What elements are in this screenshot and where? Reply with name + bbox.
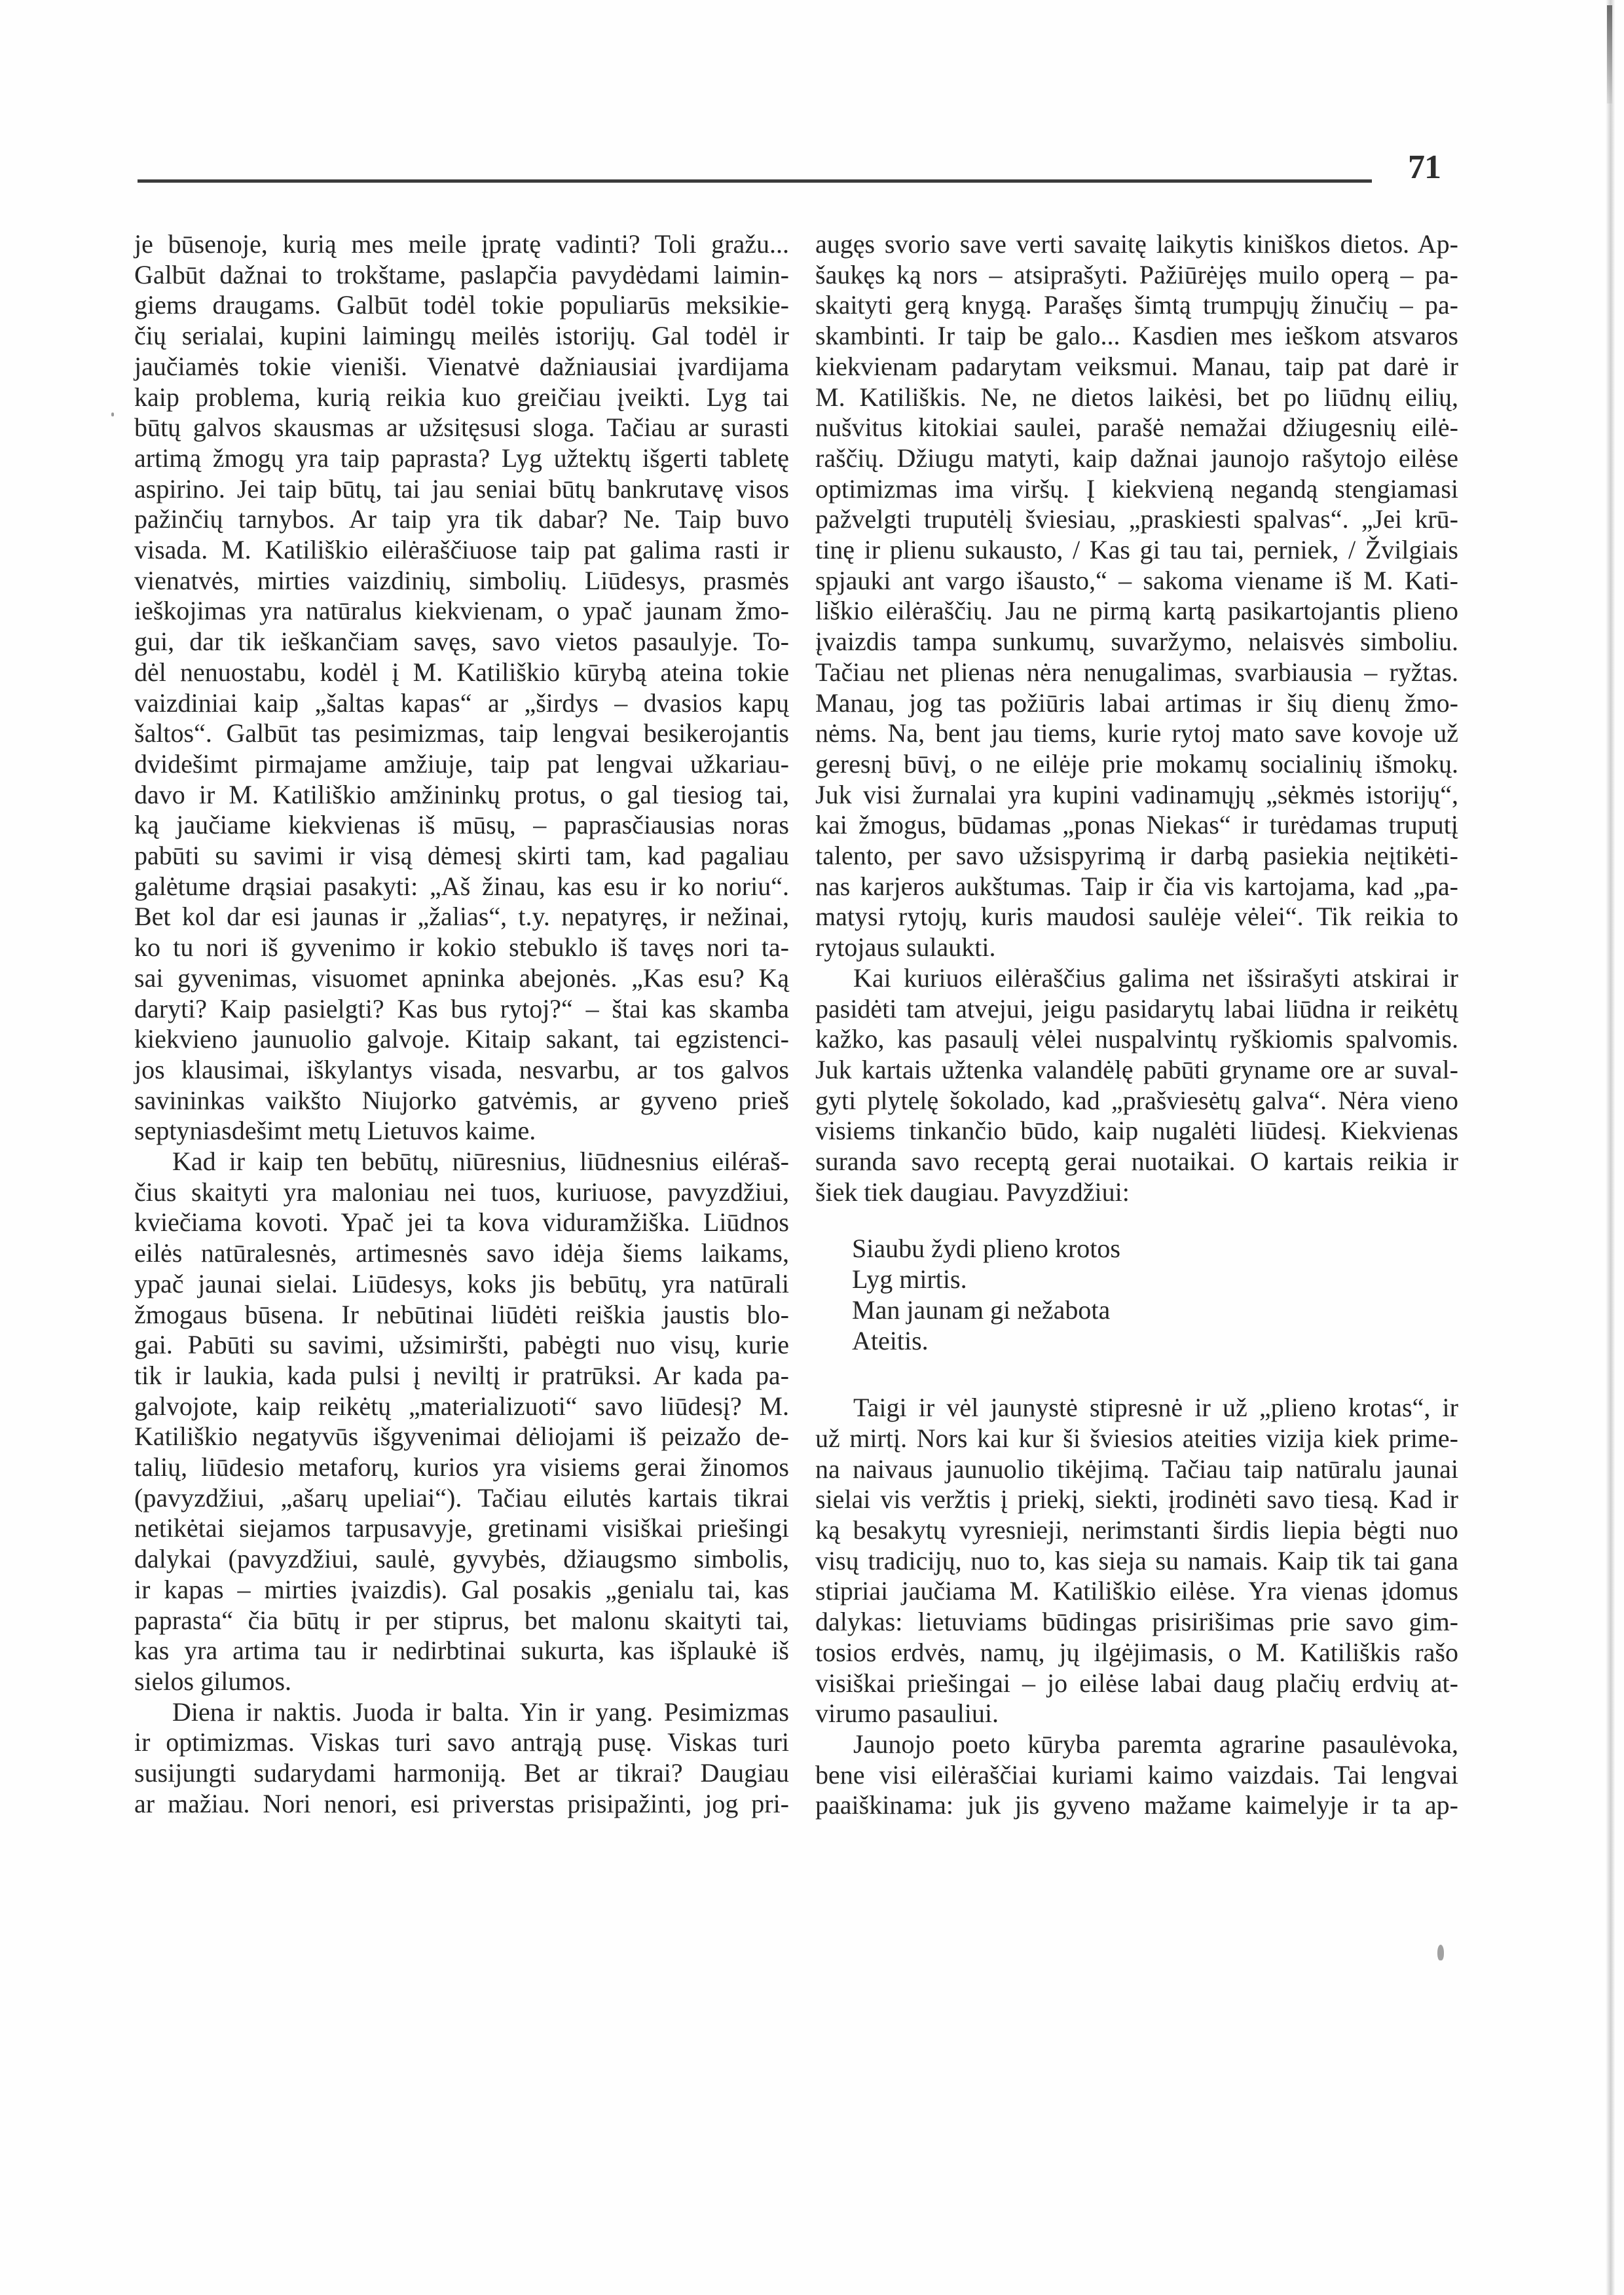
text-line: septyniasdešimt metų Lietuvos kaime. [134,1116,536,1146]
text-line: ką jaučiame kiekvienas iš mūsų, – paprasčiausias noras [134,810,789,840]
text-line: talių, liūdesio metaforų, kurios yra visiems gerai žinomos [134,1452,789,1482]
text-line: galvojote, kaip reikėtų „materializuoti“ savo liūdesį? M. [134,1391,789,1421]
text-line: dvidešimt pirmajame amžiuje, taip pat lengvai užkariau- [134,748,789,779]
text-line: (pavyzdžiui, „ašarų upeliai“). Tačiau eilutės kartais tikrai [134,1482,789,1513]
text-line: Manau, jog tas požiūris labai artimas ir šių dienų žmo- [815,688,1458,718]
text-line: ieškojimas yra natūralus kiekvienam, o ypač jaunam žmo- [134,596,789,626]
page-number: 71 [1408,149,1441,186]
text-line: giems draugams. Galbūt todėl tokie populiarūs meksikie- [134,290,789,320]
text-line: šaukęs ką nors – atsiprašyti. Pažiūrėjęs muilo operą – pa- [815,259,1458,289]
text-line: stipriai jaučiama M. Katiliškio eilėse. Yra vienas įdomus [815,1576,1458,1606]
text-line: Juk kartais užtenka valandėlę pabūti gryname ore ar suval- [815,1054,1458,1084]
text-line: vaizdiniai kaip „šaltas kapas“ ar „širdys – dvasios kapų [134,688,789,718]
text-line: jos klausimai, iškylantys visada, nesvarbu, ar tos galvos [134,1054,789,1084]
text-line: Jaunojo poeto kūryba paremta agrarine pasaulėvoka, [853,1729,1458,1759]
text-line: visiškai priešingai – jo eilėse labai daug plačių erdvių at- [815,1668,1458,1698]
text-line: eilės natūralesnės, artimesnės savo idėja šiems laikams, [134,1238,789,1268]
text-line: tosios erdvės, namų, jų ilgėjimasis, o M. Katiliškis rašo [815,1637,1458,1667]
text-line: visada. M. Katiliškio eilėraščiuose taip pat galima rasti ir [134,535,789,564]
text-line: rytojaus sulaukti. [815,932,996,963]
text-line: talento, per savo užsispyrimą ir darbą pasiekia neįtikėti- [815,841,1458,870]
text-line: savininkas vaikšto Niujorko gatvėmis, ar gyveno prieš [134,1085,789,1115]
text-line: tik ir laukia, kada pulsi į neviltį ir pratrūksi. Ar kada pa- [134,1360,789,1390]
text-line: kai žmogus, būdamas „ponas Niekas“ ir turėdamas truputį [815,810,1458,840]
text-line: kaip problema, kurią reikia kuo greičiau įveikti. Lyg tai [134,382,789,412]
text-line: kiekvieno jaunuolio galvoje. Kitaip sakant, tai egzistenci- [134,1024,789,1054]
text-line: kviečiama kovoti. Ypač jei ta kova viduramžiška. Liūdnos [134,1207,789,1238]
text-line: pažinčių tarnybos. Ar taip yra tik dabar? Ne. Taip buvo [134,504,789,534]
text-line: už mirtį. Nors kai kur ši šviesios ateities vizija kiek prime- [815,1423,1458,1453]
text-line: sielos gilumos. [134,1666,292,1696]
text-line: Juk visi žurnalai yra kupini vadinamųjų „sėkmės istorijų“, [815,779,1458,809]
text-line: gui, dar tik ieškančiam savęs, savo vietos pasaulyje. To- [134,627,789,657]
text-line: ypač jaunai sielai. Liūdesys, koks jis bebūtų, yra natūrali [134,1268,789,1298]
scan-edge-shadow [1606,0,1615,2295]
text-line: Katiliškio negatyvūs išgyvenimai dėliojami iš peizažo de- [134,1422,789,1452]
text-line: daryti? Kaip pasielgti? Kas bus rytoj?“ – štai kas skamba [134,993,789,1023]
text-line: čius skaityti yra maloniau nei tuos, kuriuose, pavyzdžiui, [134,1177,789,1207]
text-line: davo ir M. Katiliškio amžininkų protus, o gal tiesiog tai, [134,779,789,809]
text-line: M. Katiliškis. Ne, ne dietos laikėsi, bet po liūdnų eilių, [815,382,1458,412]
text-line: skaityti gerą knygą. Parašęs šimtą trumpųjų žinučių – pa- [815,290,1458,320]
poem-line: Man jaunam gi nežabota [852,1294,1111,1325]
text-line: ir optimizmas. Viskas turi savo antrąją pusę. Viskas turi [134,1727,789,1757]
text-line: šiek tiek daugiau. Pavyzdžiui: [815,1177,1130,1207]
text-line: virumo pasauliui. [815,1698,999,1729]
text-line: Bet kol dar esi jaunas ir „žalias“, t.y. nepatyręs, ir nežinai, [134,902,789,932]
text-line: ir kapas – mirties įvaizdis). Gal posakis „genialu tai, kas [134,1574,789,1604]
text-line: gai. Pabūti su savimi, užsimiršti, pabėgti nuo visų, kurie [134,1330,789,1360]
text-line: raščių. Džiugu matyti, kaip dažnai jaunojo rašytojo eilėse [815,443,1458,473]
text-line: liškio eilėraščių. Jau ne pirmą kartą pasikartojantis plieno [815,596,1458,626]
text-line: na naivaus jaunuolio tikėjimą. Tačiau taip natūralu jaunai [815,1454,1458,1484]
text-line: bene visi eilėraščiai kuriami kaimo vaizdais. Tai lengvai [815,1759,1458,1790]
text-line: kažko, kas pasaulį vėlei nuspalvintų ryškiomis spalvomis. [815,1024,1458,1054]
text-line: gyti plytelę šokolado, kad „prašviesėtų galva“. Nėra vieno [815,1085,1458,1115]
text-line: Diena ir naktis. Juoda ir balta. Yin ir yang. Pesimizmas [172,1697,789,1727]
text-line: Kad ir kaip ten bebūtų, niūresnius, liūdnesnius eiléraš- [172,1147,789,1176]
text-line: įvaizdis tampa sunkumų, suvaržymo, nelaisvės simboliu. [815,627,1458,657]
text-line: ar mažiau. Nori nenori, esi priverstas prisipažinti, jog pri- [134,1788,789,1818]
margin-speck [111,413,114,416]
text-line: dėl nenuostabu, kodėl į M. Katiliškio kūrybą ateina tokie [134,657,789,687]
text-line: Taigi ir vėl jaunystė stipresnė ir už „plieno krotas“, ir [853,1393,1458,1423]
text-line: augęs svorio save verti savaitę laikytis kiniškos dietos. Ap- [815,229,1458,259]
text-line: susijungti sudarydami harmoniją. Bet ar tikrai? Daugiau [134,1758,789,1788]
text-line: Galbūt dažnai to trokštame, paslapčia pavydėdami laimin- [134,259,789,289]
text-line: galėtume drąsiai pasakyti: „Aš žinau, kas esu ir ko noriu“. [134,871,789,901]
text-line: žmogaus būsena. Ir nebūtinai liūdėti reiškia jaustis blo- [134,1299,789,1329]
text-line: suranda savo receptą gerai nuotaikai. O kartais reikia ir [815,1147,1458,1176]
text-line: spjauki ant vargo išausto,“ – sakoma viename iš M. Kati- [815,565,1458,595]
text-line: nušvitus kitokiai saulei, parašė nemažai džiugesnių eilė- [815,413,1458,443]
text-line: nėms. Na, bent jau tiems, kurie rytoj mato save kovoje už [815,718,1458,748]
text-line: kiekvienam padarytam veiksmui. Manau, taip pat darė ir [815,351,1458,381]
text-line: ko tu nori iš gyvenimo ir kokio stebuklo iš tavęs nori ta- [134,932,789,963]
scan-edge-shadow-top [1607,5,1612,103]
header-rule [138,179,1372,183]
text-line: je būsenoje, kurią mes meile įpratę vadinti? Toli gražu... [134,229,789,259]
text-line: skambinti. Ir taip be galo... Kasdien mes ieškom atsvaros [815,321,1458,351]
text-line: dalykai (pavyzdžiui, saulė, gyvybės, džiaugsmo simbolis, [134,1544,789,1574]
text-line: kas yra artima tau ir nedirbtinai sukurta, kas išplaukė iš [134,1636,789,1666]
text-line: šaltos“. Galbūt tas pesimizmas, taip lengvai besikerojantis [134,718,789,748]
text-line: paaiškinama: juk jis gyveno mažame kaimelyje ir ta ap- [815,1790,1458,1820]
text-line: paprasta“ čia būtų ir per stiprus, bet malonu skaityti tai, [134,1605,789,1635]
text-line: pabūti su savimi ir visą dėmesį skirti tam, kad pagaliau [134,841,789,870]
text-line: Kai kuriuos eilėraščius galima net išsirašyti atskirai ir [853,963,1458,993]
text-line: pažvelgti truputėlį šviesiau, „praskiesti spalvas“. „Jei krū- [815,504,1458,534]
text-line: visiems tinkančio būdo, kaip nugalėti liūdesį. Kiekvienas [815,1116,1458,1146]
text-line: pasidėti tam atvejui, jeigu pasidarytų labai liūdna ir reikėtų [815,993,1458,1023]
text-line: tinę ir plienu sukausto, / Kas gi tau tai, perniek, / Žvilgiais [815,535,1458,564]
text-line: visų tradicijų, nuo to, kas sieja su namais. Kaip tik tai gana [815,1545,1458,1575]
text-line: sielai vis veržtis į priekį, siekti, įrodinėti savo tiesą. Kad ir [815,1484,1458,1515]
text-line: būtų galvos skausmas ar užsitęsusi sloga. Tačiau ar surasti [134,413,789,443]
text-line: netikėtai siejamos tarpusavyje, gretinami visiškai priešingi [134,1513,789,1543]
text-line: vienatvės, mirties vaizdinių, simbolių. Liūdesys, prasmės [134,565,789,595]
text-line: čių serialai, kupini laimingų meilės istorijų. Gal todėl ir [134,321,789,351]
text-line: optimizmas ima viršų. Į kiekvieną negandą stengiamasi [815,473,1458,504]
ink-smudge [1437,1945,1444,1960]
text-line: matysi rytojų, kuris maudosi saulėje vėlei“. Tik reikia to [815,902,1458,932]
poem-line: Lyg mirtis. [852,1264,967,1294]
text-line: geresnį būvį, o ne eilėje prie mokamų socialinių išmokų. [815,748,1458,779]
text-line: dalykas: lietuviams būdingas prisirišimas prie savo gim- [815,1607,1458,1637]
text-line: Tačiau net plienas nėra nenugalimas, svarbiausia – ryžtas. [815,657,1458,687]
text-line: ką besakytų vyresnieji, nerimstanti širdis liepia bėgti nuo [815,1515,1458,1545]
poem-line: Ateitis. [852,1325,929,1355]
text-line: artimą žmogų yra taip paprasta? Lyg užtektų išgerti tabletę [134,443,789,473]
text-line: aspirino. Jei taip būtų, tai jau seniai būtų bankrutavę visos [134,473,789,504]
text-line: nas karjeros aukštumas. Taip ir čia vis kartojama, kad „pa- [815,871,1458,901]
text-line: jaučiamės tokie vieniši. Vienatvė dažniausiai įvardijama [134,351,789,381]
poem-line: Siaubu žydi plieno krotos [852,1234,1120,1264]
text-line: sai gyvenimas, visuomet apninka abejonės. „Kas esu? Ką [134,963,789,993]
